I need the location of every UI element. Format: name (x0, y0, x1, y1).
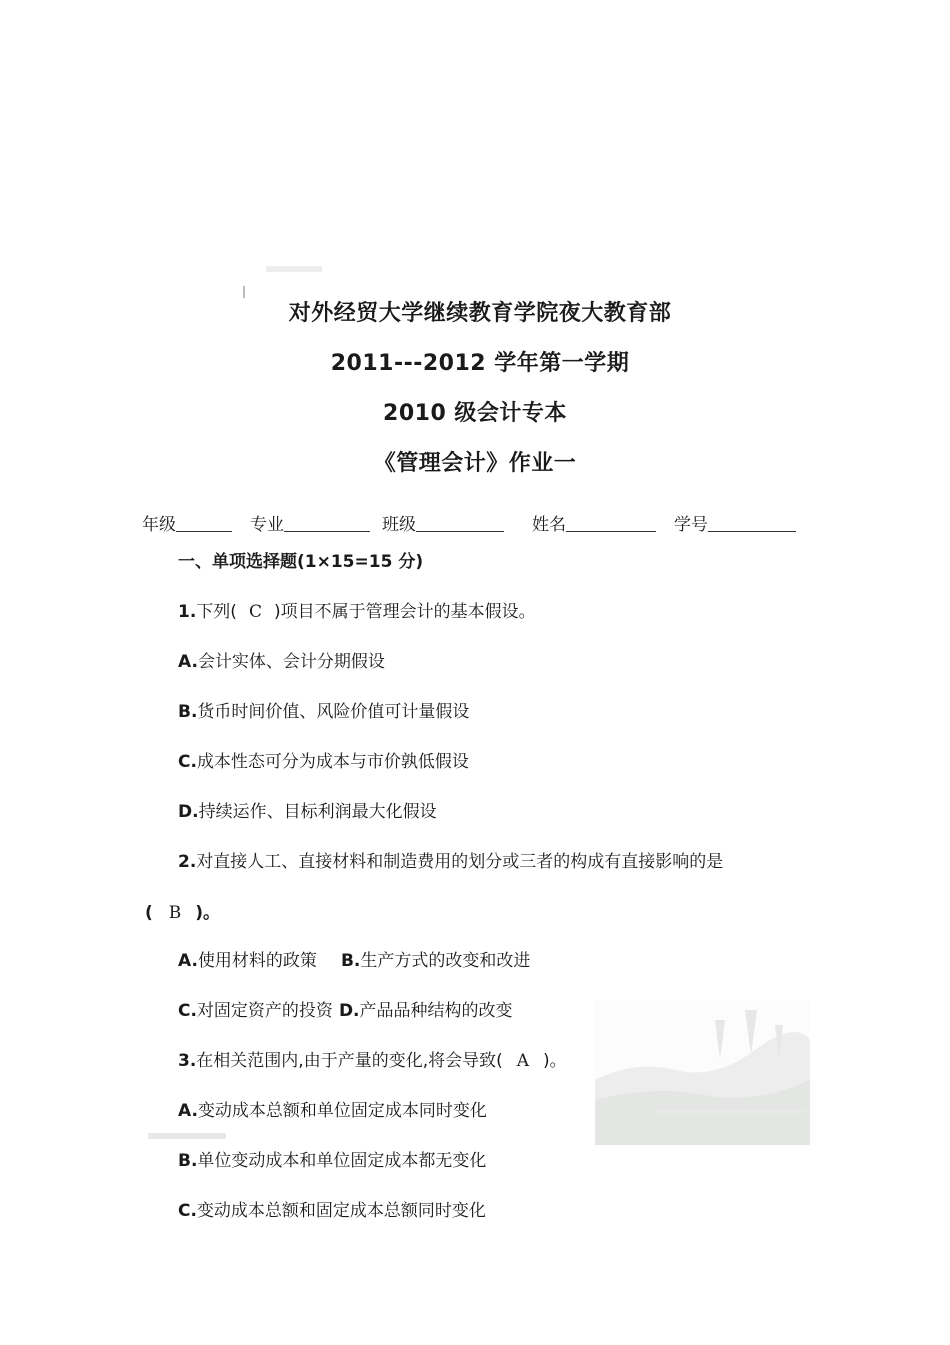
option-text: 使用材料的政策 (197, 951, 317, 971)
option-d (178, 797, 437, 822)
option-c (178, 1196, 486, 1221)
grade-blank[interactable] (176, 515, 232, 532)
question-stem-pre: 在相关范围内,由于产量的变化,将会导致( (196, 1051, 503, 1071)
question-number: 2. (178, 852, 197, 872)
question-number: 3. (178, 1051, 197, 1071)
class-blank[interactable] (416, 515, 504, 532)
question-stem-post: )项目不属于管理会计的基本假设。 (273, 602, 536, 622)
major-field (250, 510, 370, 535)
option-a (178, 647, 385, 672)
question-number: 1. (178, 602, 197, 622)
option-key: A. (178, 1101, 198, 1121)
question-stem-pre: 下列( (196, 602, 237, 622)
option-key: C. (178, 1001, 197, 1021)
option-key: A. (178, 951, 198, 971)
option-key: B. (178, 1151, 198, 1171)
faint-watermark-mark (266, 266, 322, 272)
option-text: 单位变动成本和单位固定成本都无变化 (197, 1151, 487, 1171)
grade-field (142, 510, 232, 535)
option-key: D. (338, 1001, 360, 1021)
student-id-field (674, 510, 796, 535)
option-text: 会计实体、会计分期假设 (197, 652, 385, 672)
class-label: 班级 (382, 515, 416, 535)
option-key: B. (178, 702, 198, 722)
answer-value: C (248, 602, 262, 622)
option-key: B. (340, 951, 361, 971)
option-text: 产品品种结构的改变 (359, 1001, 513, 1021)
option-row-ab (178, 946, 530, 971)
grade-title: 2010 级会计专本 (383, 401, 567, 426)
student-id-label: 学号 (674, 515, 708, 535)
option-text: 生产方式的改变和改进 (360, 951, 531, 971)
term-title: 2011---2012 学年第一学期 (330, 351, 630, 376)
major-blank[interactable] (284, 515, 370, 532)
option-key: A. (178, 652, 198, 672)
paren-open: ( (145, 903, 153, 923)
option-a (178, 1096, 487, 1121)
paren-close: )。 (195, 903, 221, 923)
institution-title: 对外经贸大学继续教育学院夜大教育部 (288, 301, 672, 326)
name-blank[interactable] (566, 515, 656, 532)
student-id-blank[interactable] (708, 515, 796, 532)
question-stem-post: )。 (543, 1051, 567, 1071)
grade-label: 年级 (142, 515, 176, 535)
question-2 (178, 847, 723, 872)
question-2-continuation (145, 898, 220, 923)
option-c (178, 747, 469, 772)
option-text: 变动成本总额和单位固定成本同时变化 (197, 1101, 487, 1121)
option-key: C. (178, 1201, 197, 1221)
section-title: 一、单项选择题(1×15=15 分) (178, 552, 424, 572)
option-b (178, 1146, 486, 1171)
option-b (178, 697, 469, 722)
major-label: 专业 (250, 515, 284, 535)
option-key: D. (178, 802, 199, 822)
option-text: 持续运作、目标利润最大化假设 (198, 802, 437, 822)
name-label: 姓名 (532, 515, 566, 535)
name-field (532, 510, 656, 535)
option-text: 变动成本总额和固定成本总额同时变化 (196, 1201, 486, 1221)
class-field (382, 510, 504, 535)
question-1 (178, 597, 536, 622)
watermark-caption-mark (148, 1133, 226, 1139)
option-row-cd (178, 996, 513, 1021)
answer-value: B (168, 903, 182, 923)
option-text: 货币时间价值、风险价值可计量假设 (197, 702, 470, 722)
option-key: C. (178, 752, 197, 772)
landscape-watermark-image (595, 1000, 810, 1145)
course-title: 《管理会计》作业一 (373, 451, 577, 476)
option-text: 成本性态可分为成本与市价孰低假设 (196, 752, 469, 772)
question-3 (178, 1046, 567, 1071)
answer-value: A (516, 1051, 530, 1071)
question-stem-pre: 对直接人工、直接材料和制造费用的划分或三者的构成有直接影响的是 (196, 852, 724, 872)
option-text: 对固定资产的投资 (196, 1001, 333, 1021)
